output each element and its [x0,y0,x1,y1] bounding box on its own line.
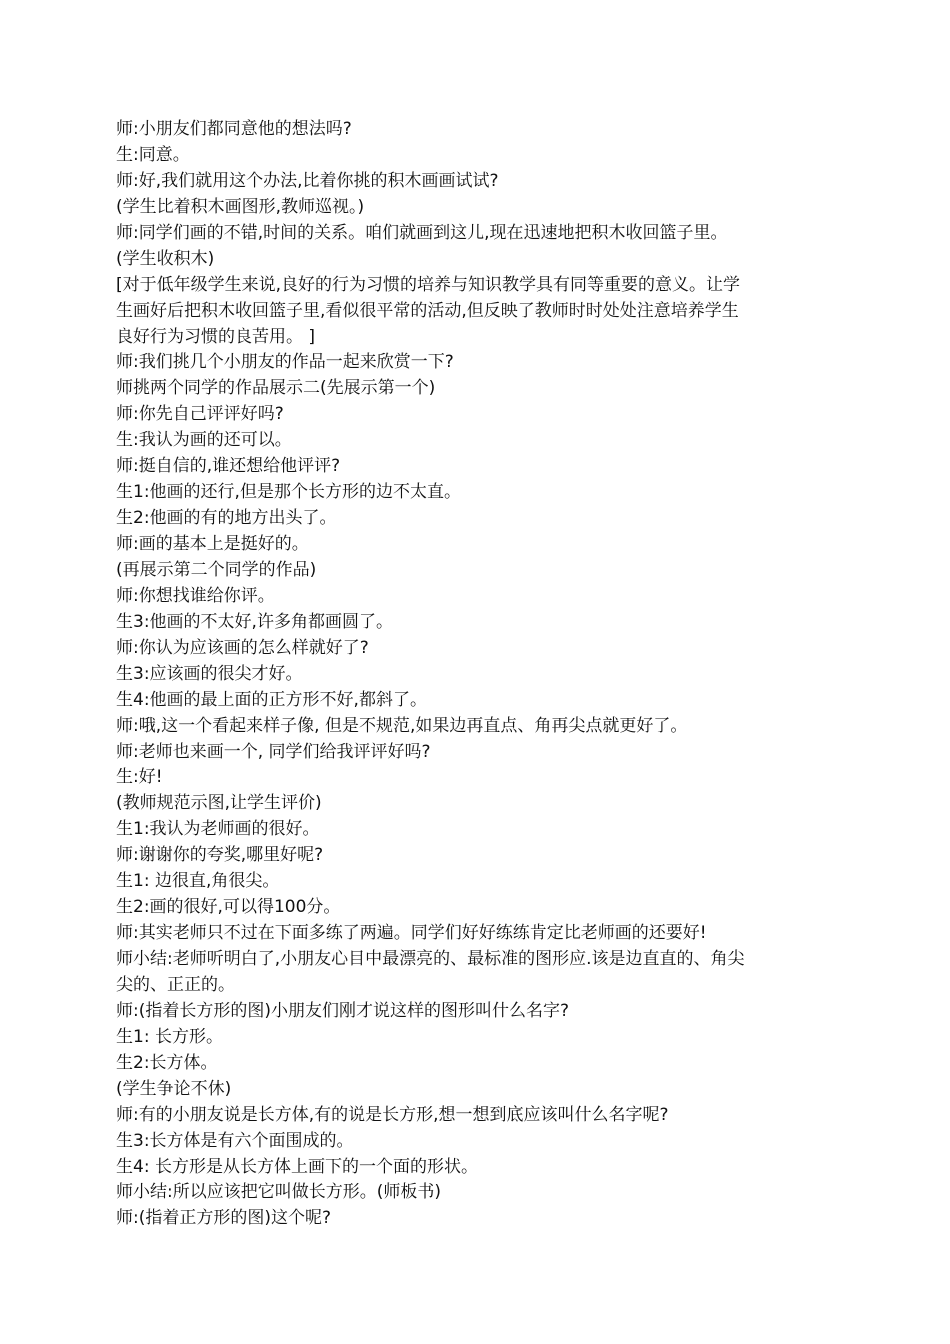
text-line: 生:我认为画的还可以。 [116,430,292,451]
text-line: 生1:他画的还行,但是那个长方形的边不太直。 [116,482,461,503]
text-line: 师:谢谢你的夸奖,哪里好呢? [116,845,324,866]
dialogue-transcript [116,117,836,1232]
text-line: 师:好,我们就用这个办法,比着你挑的积木画画试试? [116,170,499,191]
text-line: 师:小朋友们都同意他的想法吗? [116,119,352,139]
text-line: 生:好! [116,767,163,788]
text-line: 生3:他画的不太好,许多角都画圆了。 [116,611,393,632]
text-line: 生1:我认为老师画的很好。 [116,819,320,840]
text-line: 师:画的基本上是挺好的。 [116,534,309,554]
text-line: 师:有的小朋友说是长方体,有的说是长方形,想一想到底应该叫什么名字呢? [116,1104,669,1125]
text-line: 生2:长方体。 [116,1052,218,1073]
text-line: 师:你认为应该画的怎么样就好了? [116,637,369,658]
text-line: 师:我们挑几个小朋友的作品一起来欣赏一下? [116,352,454,373]
text-line: (再展示第二个同学的作品) [116,559,317,580]
text-line: 师:挺自信的,谁还想给他评评? [116,456,341,477]
text-line: 生1: 边很直,角很尖。 [116,871,280,892]
text-line: 生1: 长方形。 [116,1026,223,1047]
text-line: 生4: 长方形是从长方体上画下的一个面的形状。 [116,1156,478,1177]
text-line: 师:哦,这一个看起来样子像, 但是不规范,如果边再直点、角再尖点就更好了。 [116,715,688,736]
text-line: 师:老师也来画一个, 同学们给我评评好吗? [116,741,431,762]
text-line: 师:你想找谁给你评。 [116,585,275,606]
text-line: 师:(指着长方形的图)小朋友们刚才说这样的图形叫什么名字? [116,1000,570,1021]
text-line: (学生比着积木画图形,教师巡视。) [116,196,365,217]
commentary-line: 生画好后把积木收回篮子里,看似很平常的活动,但反映了教师时时处处注意培养学生 [116,300,739,321]
text-line: 生4:他画的最上面的正方形不好,都斜了。 [116,689,427,710]
text-line: 师:你先自己评评好吗? [116,404,284,425]
text-line: 生:同意。 [116,144,190,165]
text-line: 师:(指着正方形的图)这个呢? [116,1208,332,1229]
text-line: 生2:画的很好,可以得100分。 [116,897,341,918]
commentary-line: 良好行为习惯的良苦用。 ] [116,326,316,347]
text-line: (学生收积木) [116,248,215,269]
text-line: 师:其实老师只不过在下面多练了两遍。同学们好好练练肯定比老师画的还要好! [116,923,707,944]
text-line: 师:同学们画的不错,时间的关系。咱们就画到这儿,现在迅速地把积木收回篮子里。 [116,222,728,243]
text-line: 生2:他画的有的地方出头了。 [116,508,337,529]
text-line: 生3:长方体是有六个面围成的。 [116,1130,354,1151]
text-line: (学生争论不休) [116,1078,232,1099]
text-line: (教师规范示图,让学生评价) [116,793,322,814]
text-line: 师挑两个同学的作品展示二(先展示第一个) [116,378,436,399]
text-line: 师小结:所以应该把它叫做长方形。(师板书) [116,1182,441,1203]
commentary-line: [对于低年级学生来说,良好的行为习惯的培养与知识教学具有同等重要的意义。让学 [116,274,741,295]
text-line: 生3:应该画的很尖才好。 [116,663,303,684]
text-line: 师小结:老师听明白了,小朋友心目中最漂亮的、最标准的图形应.该是边直直的、角尖 [116,949,745,969]
text-line: 尖的、正正的。 [116,974,235,995]
